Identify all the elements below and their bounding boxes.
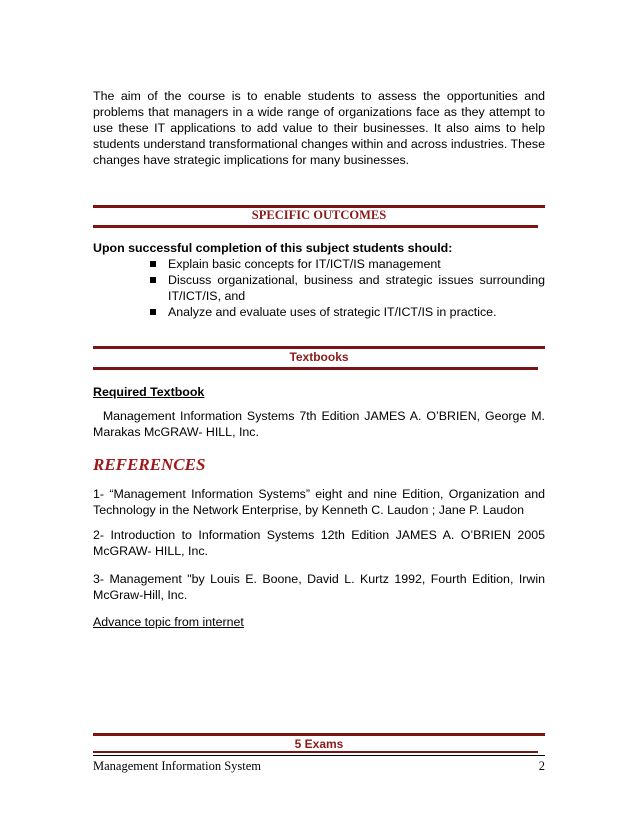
outcomes-list xyxy=(148,256,545,320)
references-heading: REFERENCES xyxy=(93,455,206,474)
specific-outcomes-title: SPECIFIC OUTCOMES xyxy=(251,208,387,222)
footer-title: Management Information System xyxy=(93,759,262,773)
section-rule-bottom xyxy=(93,751,538,753)
section-rule-bottom xyxy=(93,367,538,370)
list-item: Analyze and evaluate uses of strategic IT/ICT/IS in practice. xyxy=(148,304,545,320)
course-aim-paragraph: The aim of the course is to enable students to assess the opportunities and problems that managers in a wide range of organizations face as they attempt to use these IT applications to add value to their businesses. It also aims to help students understand transformational changes within and across industries. These changes have strategic implications for many businesses. xyxy=(93,89,545,167)
bullet-square-icon xyxy=(150,261,156,267)
outcomes-lead: Upon successful completion of this subject students should: xyxy=(93,241,453,255)
section-rule-top xyxy=(93,733,545,736)
reference-item-1: 1- “Management Information Systems” eight and nine Edition, Organization and Technology in the Network Enterprise, by Kenneth C. Laudon ; Jane P. Laudon xyxy=(93,487,545,517)
page-number: 2 xyxy=(538,759,545,773)
bullet-square-icon xyxy=(150,277,156,283)
advance-topic-link[interactable]: Advance topic from internet xyxy=(93,615,244,629)
list-item: Discuss organizational, business and strategic issues surrounding IT/ICT/IS, and xyxy=(148,272,545,304)
section-rule-top xyxy=(93,346,545,349)
reference-item-3: 3- Management "by Louis E. Boone, David L. Kurtz 1992, Fourth Edition, Irwin McGraw-Hill, Inc. xyxy=(93,572,545,602)
list-item: Explain basic concepts for IT/ICT/IS management xyxy=(148,256,545,272)
required-textbook-label: Required Textbook xyxy=(93,385,205,399)
reference-item-2: 2- Introduction to Information Systems 12th Edition JAMES A. O’BRIEN 2005 McGRAW- HILL, Inc. xyxy=(93,528,545,558)
footer-rule xyxy=(93,755,545,756)
section-rule-bottom xyxy=(93,225,538,228)
bullet-square-icon xyxy=(150,309,156,315)
exams-title: 5 Exams xyxy=(294,737,344,751)
textbooks-title: Textbooks xyxy=(289,350,349,364)
required-textbook-text: Management Information Systems 7th Edition JAMES A. O’BRIEN, George M. Marakas McGRAW- HILL, Inc. xyxy=(93,409,549,439)
